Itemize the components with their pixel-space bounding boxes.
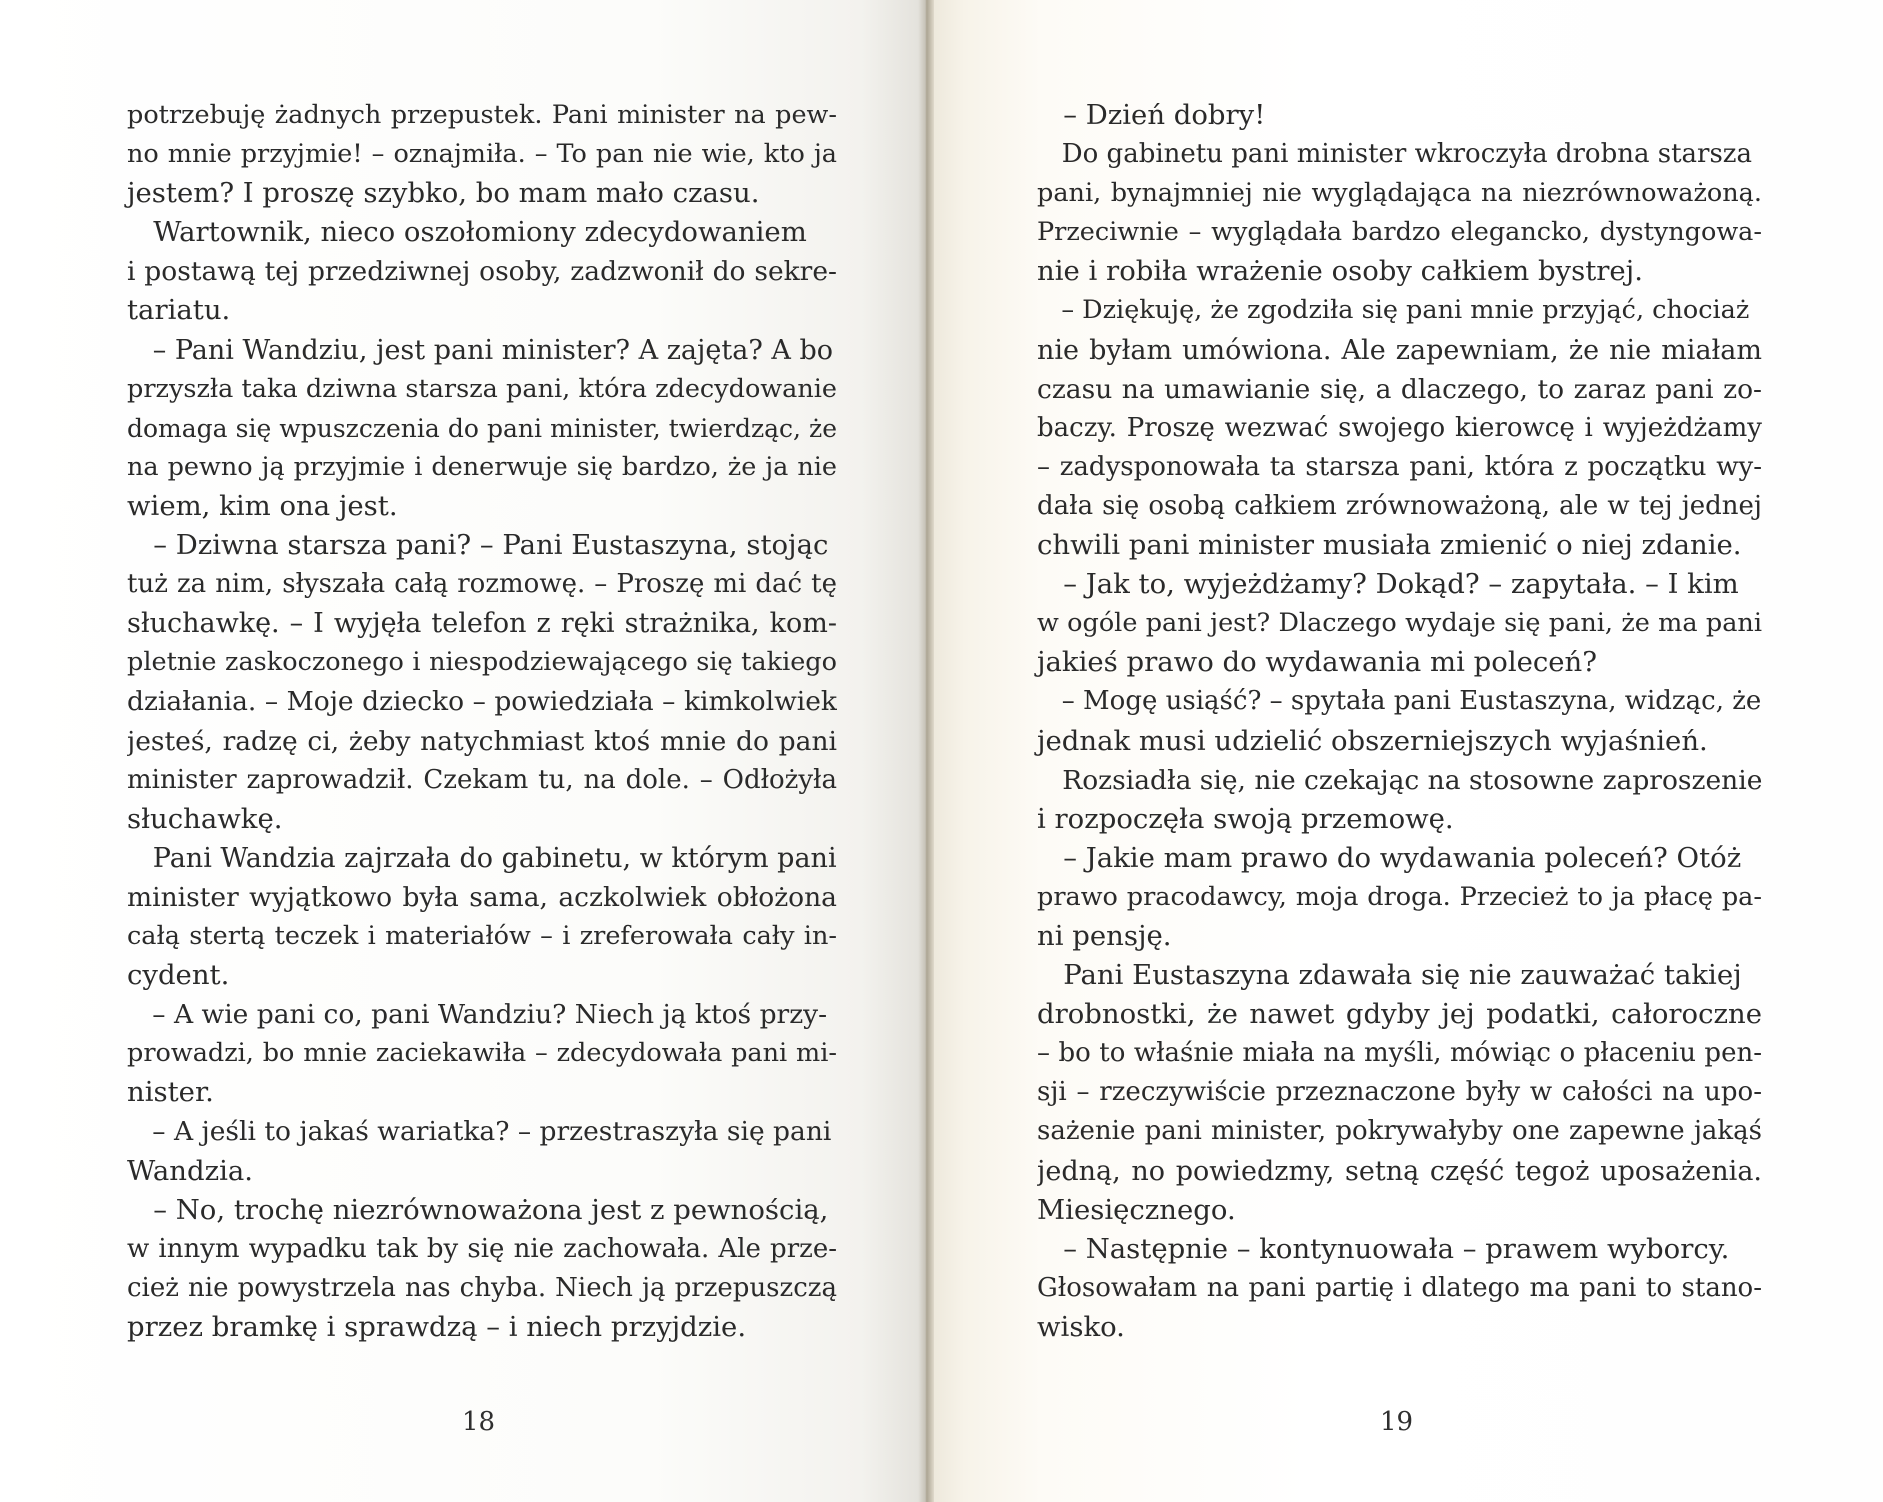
text-line: na pewno ją przyjmie i denerwuje się bardzo, że ja nie: [127, 451, 837, 482]
text-line: nister.: [127, 1076, 214, 1109]
text-line: no mnie przyjmie! – oznajmiła. – To pan nie wie, kto ja: [127, 139, 837, 170]
text-line: wiem, kim ona jest.: [127, 489, 398, 522]
text-line: czasu na umawianie się, a dlaczego, to zaraz pani zo-: [1037, 373, 1762, 405]
text-line: Miesięcznego.: [1037, 1193, 1236, 1226]
text-line: potrzebuję żadnych przepustek. Pani minister na pew-: [127, 100, 837, 130]
text-line: jestem? I proszę szybko, bo mam mało czasu.: [127, 177, 760, 210]
text-line: baczy. Proszę wezwać swojego kierowcę i wyjeżdżamy: [1037, 412, 1762, 443]
text-line: słuchawkę.: [127, 802, 283, 835]
text-line: chwili pani minister musiała zmienić o niej zdanie.: [1037, 529, 1742, 562]
book-gutter: [918, 0, 934, 1502]
text-line: pani, bynajmniej nie wyglądająca na niezrównoważoną.: [1037, 178, 1762, 209]
text-line: Pani Eustaszyna zdawała się nie zauważać takiej: [1037, 959, 1742, 992]
text-line: – No, trochę niezrównoważona jest z pewnością,: [127, 1193, 829, 1226]
text-line: – Dziwna starsza pani? – Pani Eustaszyna, stojąc: [127, 529, 829, 562]
text-line: i postawą tej przedziwnej osoby, zadzwonił do sekre-: [127, 256, 837, 288]
text-line: dała się osobą całkiem zrównoważoną, ale w tej jednej: [1037, 490, 1762, 521]
text-line: tariatu.: [127, 294, 231, 327]
text-line: i rozpoczęła swoją przemowę.: [1037, 802, 1454, 835]
text-line: jesteś, radzę ci, żeby natychmiast ktoś mnie do pani: [127, 725, 837, 757]
text-line: cież nie powystrzela nas chyba. Niech ją przepuszczą: [127, 1272, 837, 1303]
text-line: – Mogę usiąść? – spytała pani Eustaszyna, widząc, że: [1037, 686, 1762, 717]
text-line: słuchawkę. – I wyjęła telefon z ręki strażnika, kom-: [127, 608, 837, 640]
text-line: pletnie zaskoczonego i niespodziewającego się takiego: [127, 647, 837, 678]
text-line: prawo pracodawcy, moja droga. Przecież to ja płacę pa-: [1037, 881, 1762, 912]
right-page-number: 19: [1380, 1407, 1414, 1437]
text-line: domaga się wpuszczenia do pani minister, twierdząc, że: [127, 413, 837, 443]
right-page: [926, 0, 1883, 1502]
left-page: [0, 0, 926, 1502]
text-line: minister wyjątkowo była sama, aczkolwiek obłożona: [127, 881, 837, 913]
text-line: ni pensję.: [1037, 919, 1172, 952]
text-line: nie byłam umówiona. Ale zapewniam, że nie miałam: [1037, 334, 1762, 366]
text-line: – bo to właśnie miała na myśli, mówiąc o płaceniu pen-: [1037, 1038, 1762, 1069]
text-line: – Jakie mam prawo do wydawania poleceń? Otóż: [1037, 841, 1742, 874]
text-line: Przeciwnie – wyglądała bardzo elegancko, dystyngowa-: [1037, 217, 1762, 248]
text-line: wisko.: [1037, 1310, 1125, 1343]
text-line: – zadysponowała ta starsza pani, która z początku wy-: [1037, 451, 1762, 482]
text-line: Rozsiadła się, nie czekając na stosowne zaproszenie: [1037, 764, 1763, 796]
text-line: jakieś prawo do wydawania mi poleceń?: [1037, 646, 1598, 679]
text-line: sażenie pani minister, pokrywałyby one zapewne jakąś: [1037, 1116, 1762, 1147]
text-line: – Dziękuję, że zgodziła się pani mnie przyjąć, chociaż: [1037, 295, 1750, 326]
text-line: w ogóle pani jest? Dlaczego wydaje się pani, że ma pani: [1037, 608, 1762, 639]
text-line: – Następnie – kontynuowała – prawem wyborcy.: [1037, 1232, 1730, 1265]
text-line: Wandzia.: [127, 1154, 254, 1187]
text-line: działania. – Moje dziecko – powiedziała – kimkolwiek: [127, 686, 837, 718]
text-line: – A jeśli to jakaś wariatka? – przestraszyła się pani: [127, 1116, 832, 1148]
text-line: w innym wypadku tak by się nie zachowała. Ale prze-: [127, 1233, 837, 1264]
text-line: – Dzień dobry!: [1037, 99, 1266, 131]
text-line: sji – rzeczywiście przeznaczone były w całości na upo-: [1037, 1077, 1762, 1108]
text-line: jednak musi udzielić obszerniejszych wyjaśnień.: [1037, 724, 1708, 757]
left-page-text: [127, 96, 837, 1347]
text-line: prowadzi, bo mnie zaciekawiła – zdecydowała pani mi-: [127, 1038, 837, 1069]
text-line: Głosowałam na pani partię i dlatego ma pani to stano-: [1037, 1272, 1762, 1303]
text-line: Do gabinetu pani minister wkroczyła drobna starsza: [1037, 139, 1752, 170]
text-line: całą stertą teczek i materiałów – i zreferowała cały in-: [127, 920, 837, 951]
left-page-number: 18: [462, 1407, 496, 1437]
text-line: cydent.: [127, 959, 230, 992]
text-line: drobnostki, że nawet gdyby jej podatki, całoroczne: [1037, 998, 1762, 1031]
text-line: przez bramkę i sprawdzą – i niech przyjdzie.: [127, 1310, 747, 1343]
text-line: Wartownik, nieco oszołomiony zdecydowaniem: [127, 216, 807, 249]
text-line: nie i robiła wrażenie osoby całkiem bystrej.: [1037, 255, 1643, 288]
text-line: – Pani Wandziu, jest pani minister? A zajęta? A bo: [127, 334, 833, 366]
text-line: tuż za nim, słyszała całą rozmowę. – Proszę mi dać tę: [127, 569, 837, 600]
text-line: jedną, no powiedzmy, setną część tegoż uposażenia.: [1037, 1155, 1762, 1187]
text-line: – Jak to, wyjeżdżamy? Dokąd? – zapytała. – I kim: [1037, 568, 1739, 601]
text-line: minister zaprowadził. Czekam tu, na dole. – Odłożyła: [127, 764, 837, 795]
text-line: Pani Wandzia zajrzała do gabinetu, w którym pani: [127, 842, 837, 874]
text-line: – A wie pani co, pani Wandziu? Niech ją ktoś przy-: [127, 999, 828, 1031]
right-page-text: [1037, 96, 1762, 1347]
text-line: przyszła taka dziwna starsza pani, która zdecydowanie: [127, 373, 837, 404]
